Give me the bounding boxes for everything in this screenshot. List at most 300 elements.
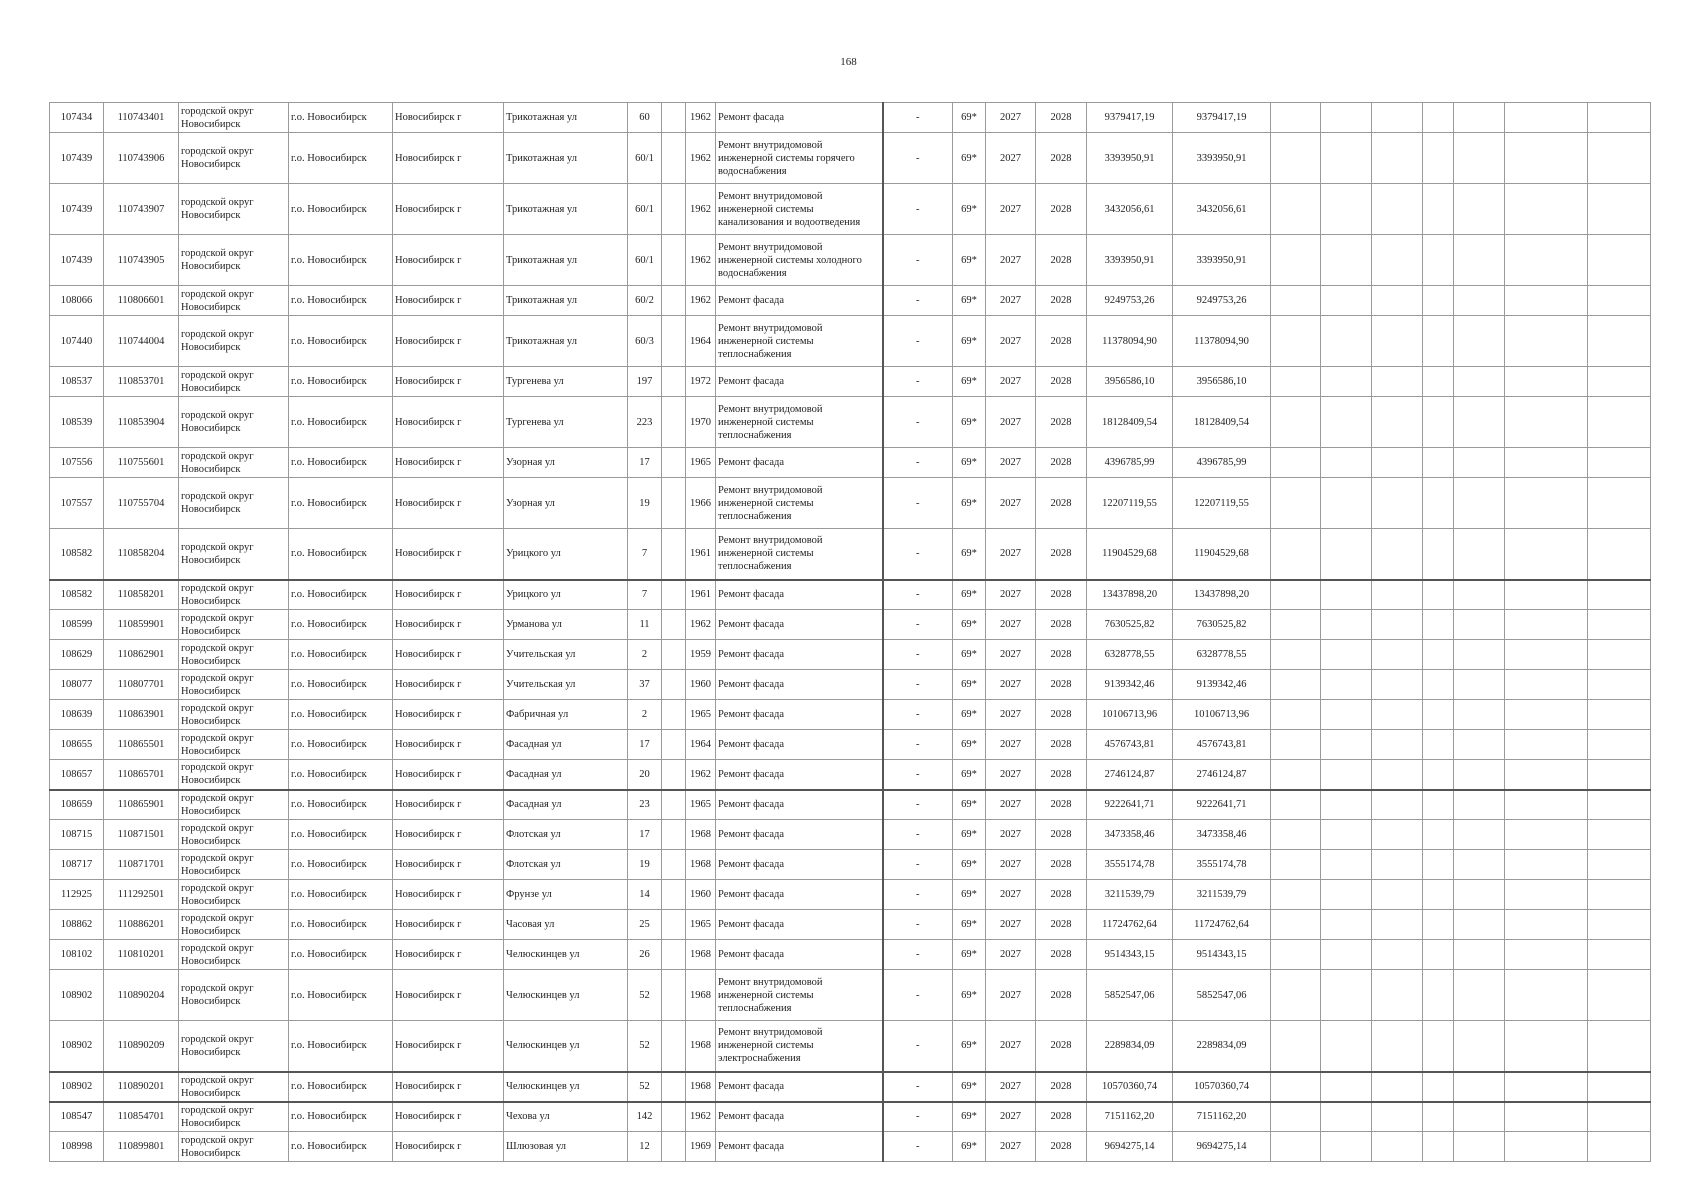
cell-house-number: 142 [628, 1102, 662, 1132]
cell-empty [1505, 133, 1588, 184]
cell-object-id: 108655 [50, 730, 104, 760]
cell-street: Урицкого ул [504, 580, 628, 610]
cell-empty [1372, 1132, 1423, 1162]
cell-empty [1588, 103, 1651, 133]
cell-empty [1588, 580, 1651, 610]
cell-dash: - [883, 790, 953, 820]
cell-work-code: 110890201 [104, 1072, 179, 1102]
cell-empty [1372, 700, 1423, 730]
cell-municipality: городской округ Новосибирск [179, 610, 289, 640]
cell-end-year: 2028 [1036, 760, 1087, 790]
cell-empty [1505, 970, 1588, 1021]
cell-municipal-short: г.о. Новосибирск [289, 1021, 393, 1072]
cell-dash: - [883, 286, 953, 316]
cell-empty [1321, 478, 1372, 529]
cell-empty [1588, 1021, 1651, 1072]
cell-empty [1423, 670, 1454, 700]
cell-cost: 11904529,68 [1087, 529, 1173, 580]
table-row [50, 1132, 1651, 1162]
cell-cost: 18128409,54 [1087, 397, 1173, 448]
cell-house-number: 60 [628, 103, 662, 133]
cell-empty [1271, 880, 1321, 910]
cell-municipal-short: г.о. Новосибирск [289, 1102, 393, 1132]
cell-municipality: городской округ Новосибирск [179, 640, 289, 670]
cell-start-year: 2027 [986, 880, 1036, 910]
cell-empty [1588, 790, 1651, 820]
cell-empty [1454, 790, 1505, 820]
cell-municipal-short: г.о. Новосибирск [289, 670, 393, 700]
cell-cost: 11724762,64 [1087, 910, 1173, 940]
cell-empty [1588, 1072, 1651, 1102]
cell-house-number: 37 [628, 670, 662, 700]
table-row [50, 700, 1651, 730]
cell-percent: 69* [953, 670, 986, 700]
cell-work-type: Ремонт внутридомовой инженерной системы холодного водоснабжения [716, 235, 883, 286]
cell-start-year: 2027 [986, 1021, 1036, 1072]
cell-empty [1423, 760, 1454, 790]
cell-total-cost: 3473358,46 [1173, 820, 1271, 850]
cell-building [662, 1102, 686, 1132]
cell-settlement: Новосибирск г [393, 820, 504, 850]
cell-dash: - [883, 1072, 953, 1102]
cell-dash: - [883, 910, 953, 940]
cell-year-built: 1965 [686, 700, 716, 730]
cell-street: Шлюзовая ул [504, 1132, 628, 1162]
cell-empty [1321, 529, 1372, 580]
cell-percent: 69* [953, 880, 986, 910]
cell-settlement: Новосибирск г [393, 640, 504, 670]
cell-house-number: 12 [628, 1132, 662, 1162]
cell-work-type: Ремонт фасада [716, 910, 883, 940]
table-row [50, 940, 1651, 970]
cell-settlement: Новосибирск г [393, 1132, 504, 1162]
cell-house-number: 20 [628, 760, 662, 790]
table-row [50, 610, 1651, 640]
cell-municipality: городской округ Новосибирск [179, 910, 289, 940]
cell-work-type: Ремонт фасада [716, 880, 883, 910]
cell-empty [1588, 700, 1651, 730]
cell-work-type: Ремонт фасада [716, 367, 883, 397]
cell-work-type: Ремонт фасада [716, 103, 883, 133]
cell-cost: 10106713,96 [1087, 700, 1173, 730]
cell-year-built: 1968 [686, 970, 716, 1021]
cell-start-year: 2027 [986, 640, 1036, 670]
cell-total-cost: 3956586,10 [1173, 367, 1271, 397]
cell-empty [1423, 1072, 1454, 1102]
cell-object-id: 108066 [50, 286, 104, 316]
cell-house-number: 19 [628, 478, 662, 529]
cell-percent: 69* [953, 910, 986, 940]
cell-year-built: 1962 [686, 760, 716, 790]
cell-end-year: 2028 [1036, 529, 1087, 580]
cell-empty [1372, 640, 1423, 670]
cell-municipal-short: г.о. Новосибирск [289, 760, 393, 790]
cell-work-type: Ремонт фасада [716, 820, 883, 850]
cell-start-year: 2027 [986, 1102, 1036, 1132]
cell-empty [1588, 970, 1651, 1021]
cell-municipal-short: г.о. Новосибирск [289, 730, 393, 760]
cell-settlement: Новосибирск г [393, 235, 504, 286]
cell-empty [1423, 448, 1454, 478]
cell-building [662, 790, 686, 820]
cell-end-year: 2028 [1036, 670, 1087, 700]
cell-street: Учительская ул [504, 640, 628, 670]
cell-work-type: Ремонт внутридомовой инженерной системы теплоснабжения [716, 529, 883, 580]
cell-cost: 9139342,46 [1087, 670, 1173, 700]
cell-object-id: 108537 [50, 367, 104, 397]
cell-dash: - [883, 640, 953, 670]
cell-cost: 6328778,55 [1087, 640, 1173, 670]
cell-empty [1372, 790, 1423, 820]
cell-municipality: городской округ Новосибирск [179, 970, 289, 1021]
cell-empty [1454, 367, 1505, 397]
cell-street: Флотская ул [504, 820, 628, 850]
cell-empty [1423, 1021, 1454, 1072]
cell-empty [1423, 880, 1454, 910]
cell-building [662, 880, 686, 910]
cell-total-cost: 3555174,78 [1173, 850, 1271, 880]
cell-object-id: 108862 [50, 910, 104, 940]
cell-percent: 69* [953, 133, 986, 184]
cell-start-year: 2027 [986, 448, 1036, 478]
cell-empty [1372, 1072, 1423, 1102]
cell-year-built: 1964 [686, 730, 716, 760]
cell-empty [1321, 367, 1372, 397]
table-row [50, 529, 1651, 580]
cell-house-number: 60/3 [628, 316, 662, 367]
cell-work-type: Ремонт фасада [716, 448, 883, 478]
cell-year-built: 1964 [686, 316, 716, 367]
cell-empty [1423, 790, 1454, 820]
cell-year-built: 1969 [686, 1132, 716, 1162]
cell-empty [1454, 580, 1505, 610]
cell-object-id: 108547 [50, 1102, 104, 1132]
cell-empty [1321, 184, 1372, 235]
table-row [50, 235, 1651, 286]
cell-end-year: 2028 [1036, 580, 1087, 610]
cell-work-type: Ремонт фасада [716, 700, 883, 730]
cell-house-number: 60/1 [628, 133, 662, 184]
cell-work-code: 110810201 [104, 940, 179, 970]
cell-street: Часовая ул [504, 910, 628, 940]
cell-total-cost: 7151162,20 [1173, 1102, 1271, 1132]
cell-empty [1423, 478, 1454, 529]
cell-year-built: 1959 [686, 640, 716, 670]
cell-empty [1271, 1102, 1321, 1132]
table-row [50, 448, 1651, 478]
cell-empty [1505, 1021, 1588, 1072]
cell-percent: 69* [953, 367, 986, 397]
cell-object-id: 107556 [50, 448, 104, 478]
cell-object-id: 107434 [50, 103, 104, 133]
cell-municipality: городской округ Новосибирск [179, 478, 289, 529]
cell-year-built: 1962 [686, 133, 716, 184]
cell-end-year: 2028 [1036, 103, 1087, 133]
cell-municipal-short: г.о. Новосибирск [289, 700, 393, 730]
cell-work-type: Ремонт фасада [716, 940, 883, 970]
table-row [50, 640, 1651, 670]
cell-street: Трикотажная ул [504, 316, 628, 367]
cell-percent: 69* [953, 700, 986, 730]
cell-start-year: 2027 [986, 820, 1036, 850]
cell-year-built: 1962 [686, 1102, 716, 1132]
cell-empty [1454, 850, 1505, 880]
cell-year-built: 1965 [686, 790, 716, 820]
cell-start-year: 2027 [986, 940, 1036, 970]
cell-house-number: 60/1 [628, 184, 662, 235]
cell-cost: 7151162,20 [1087, 1102, 1173, 1132]
cell-empty [1423, 610, 1454, 640]
cell-empty [1321, 760, 1372, 790]
cell-dash: - [883, 316, 953, 367]
cell-empty [1372, 103, 1423, 133]
cell-building [662, 670, 686, 700]
cell-empty [1454, 730, 1505, 760]
cell-start-year: 2027 [986, 730, 1036, 760]
cell-municipality: городской округ Новосибирск [179, 820, 289, 850]
table-row [50, 850, 1651, 880]
cell-end-year: 2028 [1036, 610, 1087, 640]
cell-empty [1505, 235, 1588, 286]
cell-empty [1505, 760, 1588, 790]
cell-empty [1271, 103, 1321, 133]
cell-year-built: 1962 [686, 286, 716, 316]
cell-settlement: Новосибирск г [393, 760, 504, 790]
cell-house-number: 223 [628, 397, 662, 448]
cell-object-id: 108599 [50, 610, 104, 640]
cell-cost: 3956586,10 [1087, 367, 1173, 397]
cell-dash: - [883, 367, 953, 397]
cell-start-year: 2027 [986, 316, 1036, 367]
cell-cost: 13437898,20 [1087, 580, 1173, 610]
cell-settlement: Новосибирск г [393, 940, 504, 970]
cell-municipal-short: г.о. Новосибирск [289, 235, 393, 286]
cell-dash: - [883, 448, 953, 478]
table-row [50, 478, 1651, 529]
cell-street: Урицкого ул [504, 529, 628, 580]
cell-municipality: городской округ Новосибирск [179, 1072, 289, 1102]
cell-municipality: городской округ Новосибирск [179, 670, 289, 700]
cell-percent: 69* [953, 1102, 986, 1132]
cell-cost: 9514343,15 [1087, 940, 1173, 970]
cell-settlement: Новосибирск г [393, 670, 504, 700]
cell-empty [1588, 850, 1651, 880]
cell-empty [1271, 367, 1321, 397]
cell-start-year: 2027 [986, 133, 1036, 184]
cell-percent: 69* [953, 940, 986, 970]
table-row [50, 133, 1651, 184]
cell-house-number: 7 [628, 580, 662, 610]
cell-empty [1505, 1102, 1588, 1132]
cell-street: Трикотажная ул [504, 184, 628, 235]
cell-percent: 69* [953, 760, 986, 790]
cell-empty [1372, 910, 1423, 940]
cell-cost: 10570360,74 [1087, 1072, 1173, 1102]
cell-start-year: 2027 [986, 103, 1036, 133]
cell-municipal-short: г.о. Новосибирск [289, 970, 393, 1021]
cell-year-built: 1962 [686, 235, 716, 286]
cell-empty [1321, 730, 1372, 760]
cell-street: Фабричная ул [504, 700, 628, 730]
table-row [50, 820, 1651, 850]
cell-empty [1505, 850, 1588, 880]
cell-street: Узорная ул [504, 448, 628, 478]
cell-total-cost: 4396785,99 [1173, 448, 1271, 478]
cell-work-type: Ремонт фасада [716, 286, 883, 316]
cell-percent: 69* [953, 730, 986, 760]
cell-total-cost: 11378094,90 [1173, 316, 1271, 367]
cell-object-id: 108659 [50, 790, 104, 820]
cell-work-type: Ремонт фасада [716, 610, 883, 640]
cell-house-number: 197 [628, 367, 662, 397]
cell-settlement: Новосибирск г [393, 367, 504, 397]
cell-empty [1423, 580, 1454, 610]
cell-municipal-short: г.о. Новосибирск [289, 529, 393, 580]
cell-street: Фрунзе ул [504, 880, 628, 910]
cell-object-id: 108629 [50, 640, 104, 670]
cell-empty [1321, 670, 1372, 700]
cell-empty [1321, 610, 1372, 640]
cell-object-id: 108539 [50, 397, 104, 448]
cell-work-code: 110863901 [104, 700, 179, 730]
cell-dash: - [883, 1021, 953, 1072]
cell-municipality: городской округ Новосибирск [179, 940, 289, 970]
cell-municipal-short: г.о. Новосибирск [289, 367, 393, 397]
cell-municipality: городской округ Новосибирск [179, 133, 289, 184]
cell-municipal-short: г.о. Новосибирск [289, 940, 393, 970]
cell-building [662, 286, 686, 316]
cell-empty [1271, 970, 1321, 1021]
cell-empty [1588, 640, 1651, 670]
cell-total-cost: 9249753,26 [1173, 286, 1271, 316]
cell-empty [1271, 790, 1321, 820]
cell-object-id: 107439 [50, 184, 104, 235]
cell-work-code: 110862901 [104, 640, 179, 670]
cell-building [662, 730, 686, 760]
cell-municipality: городской округ Новосибирск [179, 397, 289, 448]
cell-house-number: 17 [628, 448, 662, 478]
cell-house-number: 17 [628, 820, 662, 850]
table-row [50, 103, 1651, 133]
cell-empty [1454, 478, 1505, 529]
cell-object-id: 108639 [50, 700, 104, 730]
cell-settlement: Новосибирск г [393, 1102, 504, 1132]
cell-municipality: городской округ Новосибирск [179, 448, 289, 478]
cell-building [662, 760, 686, 790]
table-row [50, 1072, 1651, 1102]
cell-empty [1271, 1072, 1321, 1102]
cell-start-year: 2027 [986, 397, 1036, 448]
cell-empty [1423, 286, 1454, 316]
cell-municipality: городской округ Новосибирск [179, 184, 289, 235]
cell-percent: 69* [953, 580, 986, 610]
cell-object-id: 108582 [50, 529, 104, 580]
cell-municipal-short: г.о. Новосибирск [289, 790, 393, 820]
cell-end-year: 2028 [1036, 397, 1087, 448]
cell-empty [1423, 184, 1454, 235]
cell-settlement: Новосибирск г [393, 103, 504, 133]
cell-empty [1423, 397, 1454, 448]
cell-settlement: Новосибирск г [393, 880, 504, 910]
cell-municipal-short: г.о. Новосибирск [289, 286, 393, 316]
cell-end-year: 2028 [1036, 940, 1087, 970]
cell-total-cost: 3393950,91 [1173, 133, 1271, 184]
cell-work-type: Ремонт фасада [716, 1132, 883, 1162]
cell-empty [1372, 235, 1423, 286]
cell-street: Трикотажная ул [504, 235, 628, 286]
cell-empty [1505, 448, 1588, 478]
cell-street: Трикотажная ул [504, 103, 628, 133]
cell-empty [1271, 478, 1321, 529]
page-number: 168 [840, 56, 857, 68]
cell-empty [1372, 850, 1423, 880]
cell-dash: - [883, 397, 953, 448]
cell-empty [1588, 286, 1651, 316]
cell-total-cost: 3211539,79 [1173, 880, 1271, 910]
cell-cost: 11378094,90 [1087, 316, 1173, 367]
cell-empty [1454, 640, 1505, 670]
cell-street: Фасадная ул [504, 730, 628, 760]
cell-start-year: 2027 [986, 670, 1036, 700]
cell-work-type: Ремонт фасада [716, 640, 883, 670]
cell-empty [1423, 1102, 1454, 1132]
cell-end-year: 2028 [1036, 133, 1087, 184]
cell-total-cost: 10570360,74 [1173, 1072, 1271, 1102]
cell-end-year: 2028 [1036, 235, 1087, 286]
table-row [50, 910, 1651, 940]
cell-building [662, 700, 686, 730]
cell-empty [1321, 850, 1372, 880]
cell-empty [1454, 1072, 1505, 1102]
cell-empty [1321, 1072, 1372, 1102]
cell-municipal-short: г.о. Новосибирск [289, 640, 393, 670]
cell-percent: 69* [953, 286, 986, 316]
cell-empty [1454, 1021, 1505, 1072]
cell-empty [1321, 970, 1372, 1021]
table-row [50, 580, 1651, 610]
cell-empty [1454, 184, 1505, 235]
table-row [50, 880, 1651, 910]
cell-end-year: 2028 [1036, 730, 1087, 760]
cell-empty [1271, 184, 1321, 235]
cell-empty [1271, 1132, 1321, 1162]
cell-building [662, 640, 686, 670]
cell-empty [1505, 910, 1588, 940]
cell-empty [1454, 316, 1505, 367]
cell-end-year: 2028 [1036, 1021, 1087, 1072]
cell-total-cost: 12207119,55 [1173, 478, 1271, 529]
cell-end-year: 2028 [1036, 1072, 1087, 1102]
cell-empty [1588, 1102, 1651, 1132]
cell-end-year: 2028 [1036, 880, 1087, 910]
cell-end-year: 2028 [1036, 478, 1087, 529]
cell-municipal-short: г.о. Новосибирск [289, 448, 393, 478]
cell-percent: 69* [953, 478, 986, 529]
cell-building [662, 820, 686, 850]
cell-empty [1423, 1132, 1454, 1162]
cell-empty [1454, 1102, 1505, 1132]
cell-work-code: 110807701 [104, 670, 179, 700]
cell-empty [1271, 940, 1321, 970]
cell-empty [1588, 133, 1651, 184]
cell-total-cost: 9514343,15 [1173, 940, 1271, 970]
cell-empty [1588, 367, 1651, 397]
cell-building [662, 1072, 686, 1102]
cell-empty [1505, 700, 1588, 730]
cell-empty [1372, 397, 1423, 448]
cell-object-id: 107440 [50, 316, 104, 367]
cell-municipal-short: г.о. Новосибирск [289, 133, 393, 184]
